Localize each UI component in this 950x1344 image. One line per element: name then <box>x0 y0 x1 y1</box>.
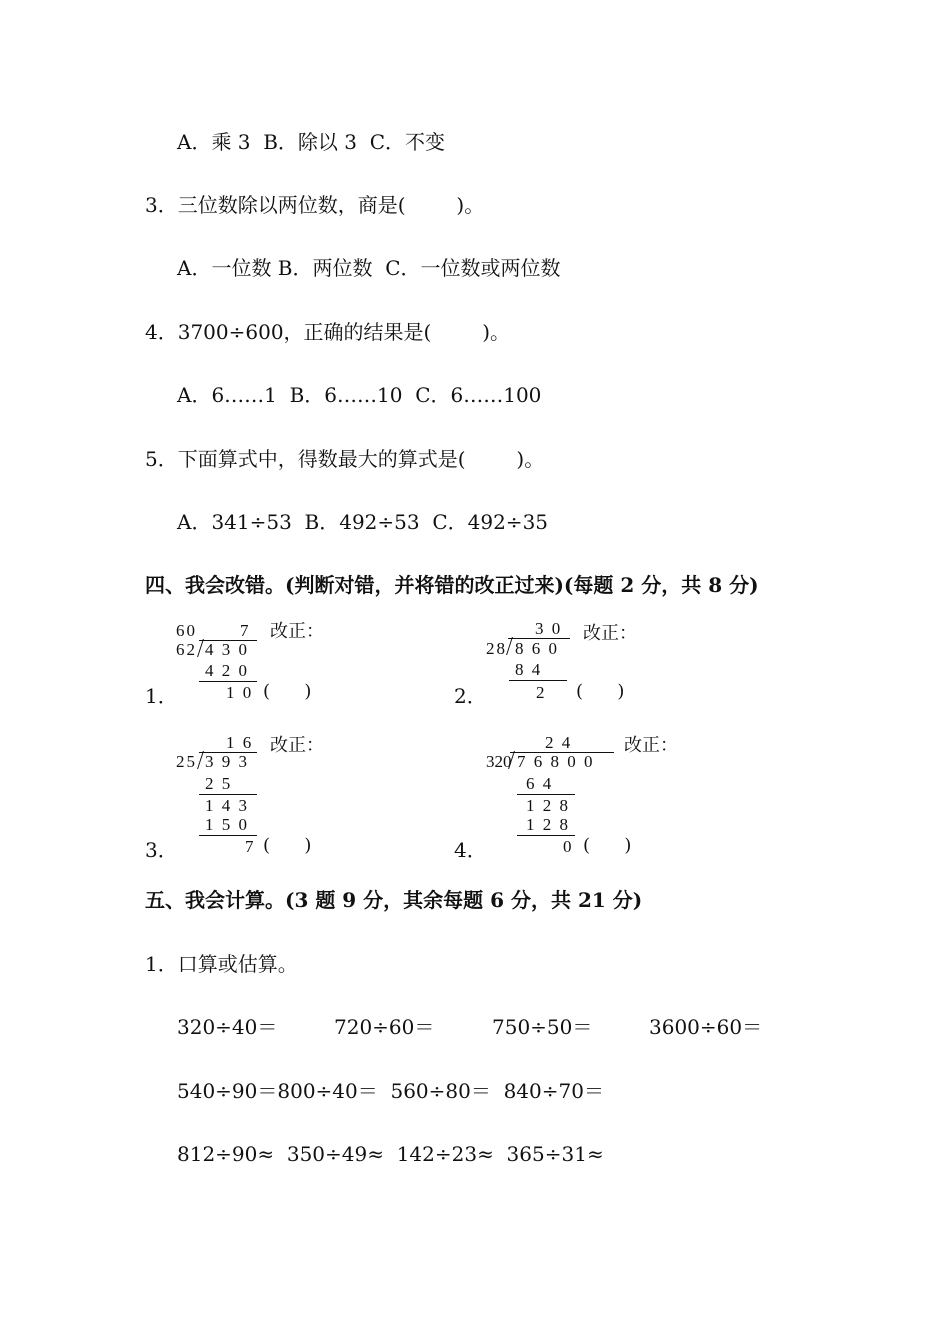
calc-row-2: 540÷90＝800÷40＝ 560÷80＝ 840÷70＝ <box>177 1079 604 1103</box>
q4-options: A．6……1 B．6……10 C．6……100 <box>177 383 542 407</box>
remainder: 7 <box>245 837 256 856</box>
step-value: 1 2 8 <box>526 796 570 815</box>
calc-item: 320÷40＝ <box>177 1015 278 1039</box>
dividend: 3 9 3 <box>205 752 249 771</box>
step-rule <box>199 835 257 836</box>
correct-label: 改正： <box>583 623 637 644</box>
remainder: 1 0 <box>226 683 254 702</box>
quotient: 3 0 <box>535 619 563 638</box>
judgement-paren: ( ) <box>263 681 312 702</box>
quotient: 7 <box>240 621 251 640</box>
calc-item: 3600÷60＝ <box>649 1015 763 1039</box>
judgement-paren: ( ) <box>263 835 312 856</box>
dividend: 4 3 0 <box>205 640 249 659</box>
problem-number: 2． <box>454 684 487 708</box>
problem-number: 1． <box>145 684 178 708</box>
problem-note: 60 <box>176 621 197 640</box>
problem-number: 3． <box>145 838 178 862</box>
section5-title: 五、我会计算。(3 题 9 分，其余每题 6 分，共 21 分) <box>145 888 643 912</box>
step-value: 1 4 3 <box>205 796 249 815</box>
step-rule <box>517 794 575 795</box>
q3-stem: 3．三位数除以两位数，商是( )。 <box>145 193 485 217</box>
step-product: 2 5 <box>205 774 233 793</box>
divisor: 28 <box>486 639 507 658</box>
section5-sub1: 1．口算或估算。 <box>145 952 298 976</box>
step-product: 6 4 <box>526 774 554 793</box>
judgement-paren: ( ) <box>576 681 625 702</box>
correct-label: 改正： <box>624 735 678 756</box>
q2-options: A．乘 3 B．除以 3 C．不变 <box>177 130 446 154</box>
judgement-paren: ( ) <box>583 835 632 856</box>
divisor: 25 <box>176 752 197 771</box>
step-rule <box>517 835 575 836</box>
calc-item: 750÷50＝ <box>492 1015 593 1039</box>
dividend: 8 6 0 <box>515 639 559 658</box>
step-rule <box>509 680 567 681</box>
remainder: 2 <box>536 683 547 702</box>
step-product: 1 5 0 <box>205 815 249 834</box>
remainder: 0 <box>563 837 574 856</box>
step-product: 1 2 8 <box>526 815 570 834</box>
division-bracket <box>197 639 204 657</box>
problem-number: 4． <box>454 838 487 862</box>
estimate-row: 812÷90≈ 350÷49≈ 142÷23≈ 365÷31≈ <box>177 1142 604 1166</box>
q5-stem: 5．下面算式中，得数最大的算式是( )。 <box>145 447 545 471</box>
quotient: 2 4 <box>545 733 573 752</box>
correct-label: 改正： <box>270 735 324 756</box>
step-product: 4 2 0 <box>205 661 249 680</box>
divisor: 62 <box>176 640 197 659</box>
step-rule <box>199 794 257 795</box>
q3-options: A．一位数 B．两位数 C．一位数或两位数 <box>177 256 561 280</box>
division-bracket <box>197 751 204 769</box>
dividend: 7 6 8 0 0 <box>517 752 595 771</box>
section4-title: 四、我会改错。(判断对错，并将错的改正过来)(每题 2 分，共 8 分) <box>145 573 759 597</box>
divisor: 320 <box>486 752 512 771</box>
step-product: 8 4 <box>515 660 543 679</box>
q4-stem: 4．3700÷600，正确的结果是( )。 <box>145 320 511 344</box>
quotient: 1 6 <box>226 733 254 752</box>
calc-item: 720÷60＝ <box>334 1015 435 1039</box>
division-bracket <box>506 637 513 655</box>
q5-options: A．341÷53 B．492÷53 C．492÷35 <box>177 510 549 534</box>
correct-label: 改正： <box>270 621 324 642</box>
step-rule <box>199 681 257 682</box>
